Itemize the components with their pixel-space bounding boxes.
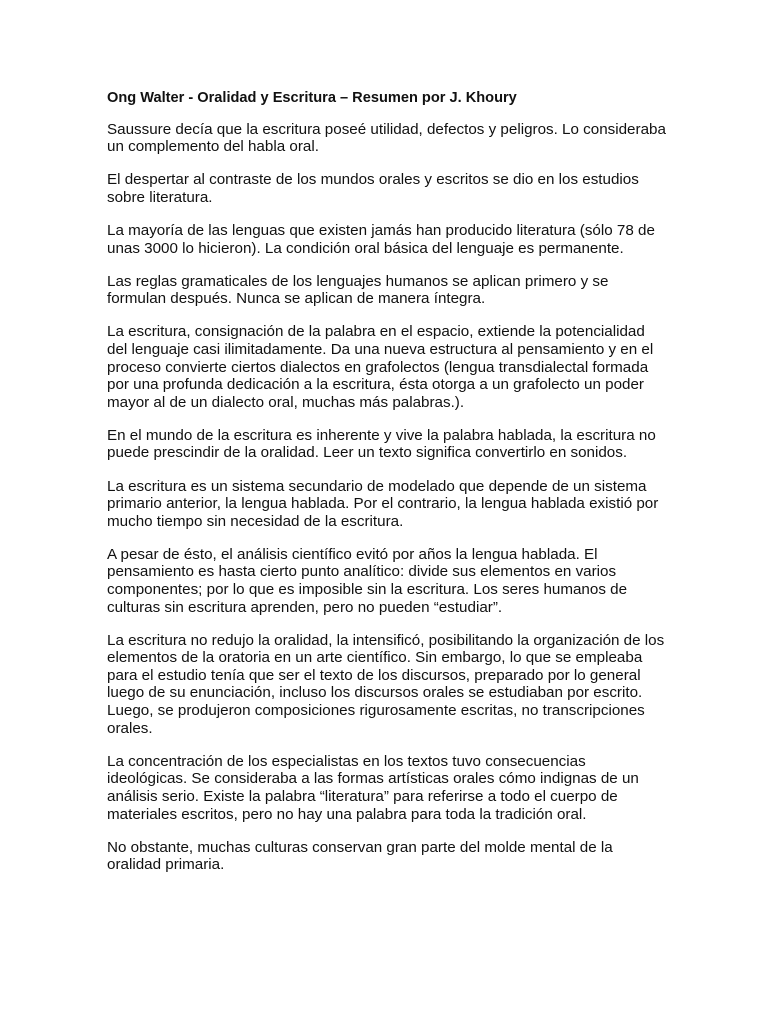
paragraph bbox=[107, 427, 663, 462]
text-line: Luego, se produjeron composiciones rigurosamente escritas, no transcripciones bbox=[107, 702, 645, 720]
text-line: La escritura es un sistema secundario de modelado que depende de un sistema bbox=[107, 477, 647, 495]
text-line: La mayoría de las lenguas que existen jamás han producido literatura (sólo 78 de bbox=[107, 221, 655, 239]
paragraph bbox=[107, 478, 663, 531]
text-line: sobre literatura. bbox=[107, 188, 213, 206]
text-line: oralidad primaria. bbox=[107, 856, 225, 874]
text-line: pensamiento es hasta cierto punto analítico: divide sus elementos en varios bbox=[107, 563, 617, 581]
text-line: unas 3000 lo hicieron). La condición oral básica del lenguaje es permanente. bbox=[107, 239, 624, 257]
paragraph bbox=[107, 632, 663, 738]
text-line: En el mundo de la escritura es inherente y vive la palabra hablada, la escritura no bbox=[107, 426, 656, 444]
text-line: por una profunda dedicación a la escritura, ésta otorga a un grafolecto un poder bbox=[107, 376, 644, 394]
text-line: A pesar de ésto, el análisis científico evitó por años la lengua hablada. El bbox=[107, 545, 598, 563]
text-line: formulan después. Nunca se aplican de manera íntegra. bbox=[107, 290, 486, 308]
text-line: mayor al de un dialecto oral, muchas más palabras.). bbox=[107, 393, 465, 411]
document-body bbox=[107, 120, 666, 874]
paragraph bbox=[107, 839, 663, 874]
text-line: La escritura no redujo la oralidad, la intensificó, posibilitando la organización de los bbox=[107, 631, 665, 649]
text-line: análisis serio. Existe la palabra “literatura” para referirse a todo el cuerpo de bbox=[107, 787, 618, 805]
text-line: proceso convierte ciertos dialectos en grafolectos (lengua transdialectal formada bbox=[107, 358, 649, 376]
text-line: La escritura, consignación de la palabra en el espacio, extiende la potencialidad bbox=[107, 323, 645, 341]
document-page bbox=[107, 90, 666, 889]
paragraph bbox=[107, 323, 663, 411]
text-line: No obstante, muchas culturas conservan gran parte del molde mental de la bbox=[107, 838, 613, 856]
text-line: mucho tiempo sin necesidad de la escritura. bbox=[107, 512, 404, 530]
text-line: primario anterior, la lengua hablada. Por el contrario, la lengua hablada existió por bbox=[107, 495, 659, 513]
text-line: La concentración de los especialistas en los textos tuvo consecuencias bbox=[107, 752, 586, 770]
text-line: elementos de la oratoria en un arte científico. Sin embargo, lo que se empleaba bbox=[107, 649, 643, 667]
text-line: un complemento del habla oral. bbox=[107, 138, 319, 156]
text-line: materiales escritos, pero no hay una palabra para toda la tradición oral. bbox=[107, 805, 587, 823]
text-line: ideológicas. Se consideraba a las formas artísticas orales cómo indignas de un bbox=[107, 770, 639, 788]
paragraph bbox=[107, 222, 663, 257]
text-line: puede prescindir de la oralidad. Leer un texto significa convertirlo en sonidos. bbox=[107, 444, 628, 462]
text-line: El despertar al contraste de los mundos orales y escritos se dio en los estudios bbox=[107, 171, 639, 189]
paragraph bbox=[107, 546, 663, 616]
paragraph bbox=[107, 273, 663, 308]
text-line: orales. bbox=[107, 719, 153, 737]
text-line: Las reglas gramaticales de los lenguajes humanos se aplican primero y se bbox=[107, 272, 609, 290]
paragraph bbox=[107, 753, 663, 823]
paragraph bbox=[107, 120, 666, 156]
text-line: luego de su enunciación, incluso los discursos orales se estudiaban por escrito. bbox=[107, 684, 643, 702]
text-line: del lenguaje casi ilimitadamente. Da una nueva estructura al pensamiento y en el bbox=[107, 340, 654, 358]
text-line: para el estudio tenía que ser el texto de los discursos, preparado por lo general bbox=[107, 666, 641, 684]
paragraph bbox=[107, 171, 663, 206]
text-line: culturas sin escritura aprenden, pero no pueden “estudiar”. bbox=[107, 598, 503, 616]
document-title: Ong Walter - Oralidad y Escritura – Resumen por J. Khoury bbox=[107, 90, 517, 106]
text-line: Saussure decía que la escritura poseé utilidad, defectos y peligros. Lo consideraba bbox=[107, 120, 666, 138]
text-line: componentes; por lo que es imposible sin la escritura. Los seres humanos de bbox=[107, 580, 628, 598]
